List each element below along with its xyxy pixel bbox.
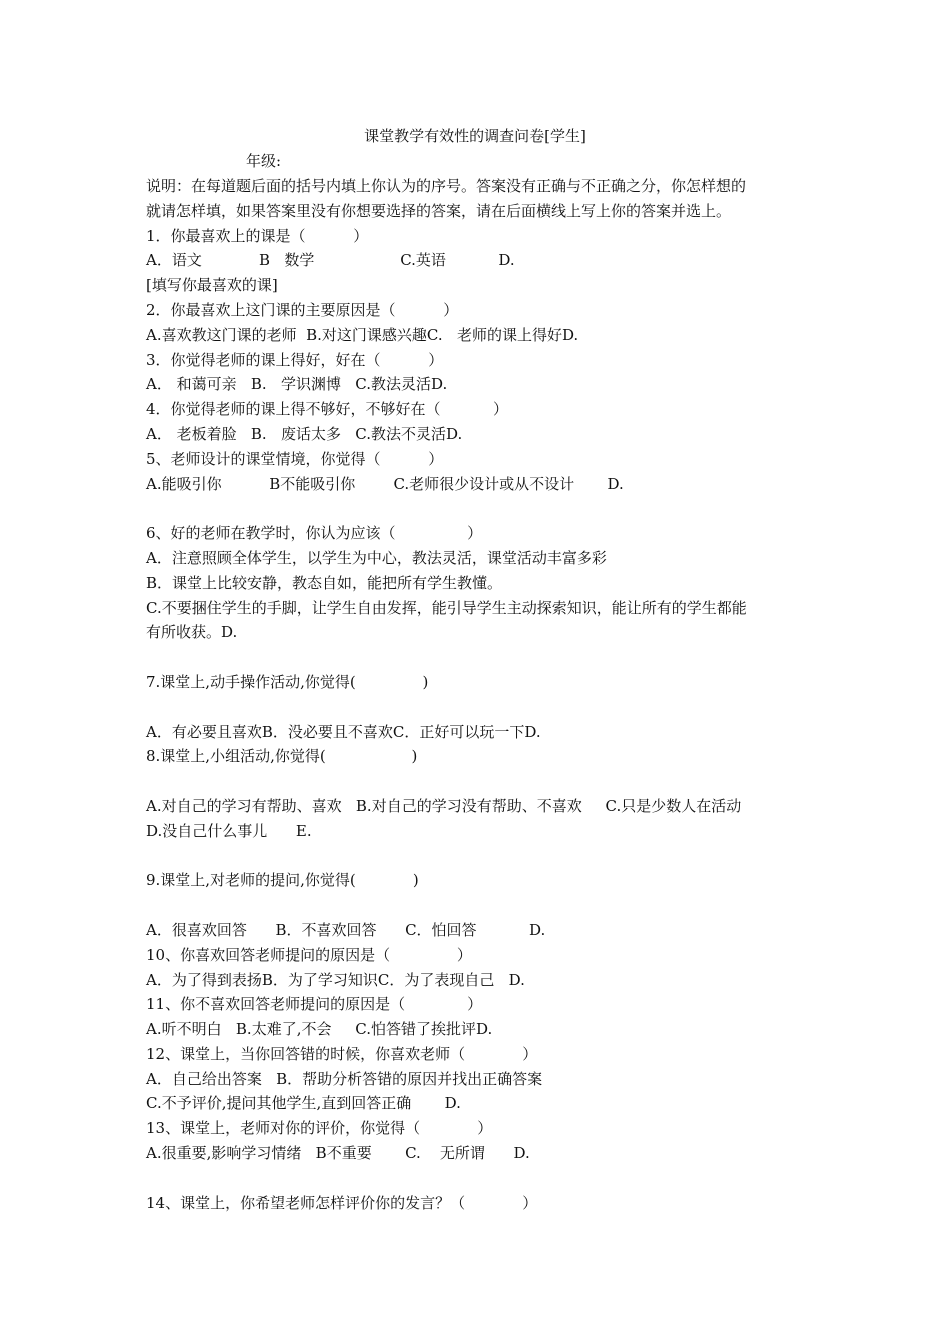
text-line: C.不要捆住学生的手脚，让学生自由发挥，能引导学生主动探索知识，能让所有的学生都能 [146, 598, 747, 617]
text-line: 1．你最喜欢上的课是（ ） [146, 226, 369, 245]
text-line: B．课堂上比较安静，教态自如，能把所有学生教懂。 [146, 573, 503, 592]
page-title: 课堂教学有效性的调查问卷[学生] [364, 127, 586, 145]
text-line: A．注意照顾全体学生，以学生为中心，教法灵活，课堂活动丰富多彩 [146, 548, 607, 567]
text-line: A.喜欢教这门课的老师 B.对这门课感兴趣C. 老师的课上得好D. [146, 325, 579, 344]
text-line: A.对自己的学习有帮助、喜欢 B.对自己的学习没有帮助、不喜欢 C.只是少数人在活动 [146, 796, 742, 815]
text-line: A.能吸引你 B不能吸引你 C.老师很少设计或从不设计 D. [146, 474, 624, 493]
blank-line [146, 844, 816, 869]
text-line: C.不予评价,提问其他学生,直到回答正确 D. [146, 1094, 461, 1113]
text-line: A． 和蔼可亲 B. 学识渊博 C.教法灵活D. [146, 375, 448, 394]
text-line: 11、你不喜欢回答老师提问的原因是（ ） [146, 995, 483, 1014]
text-line: A.很重要,影响学习情绪 B不重要 C. 无所谓 D. [146, 1144, 530, 1163]
text-line: A． 老板着脸 B. 废话太多 C.教法不灵活D. [146, 424, 463, 443]
text-line: 10、你喜欢回答老师提问的原因是（ ） [146, 945, 472, 964]
text-line: A．语文 B 数学 C.英语 D. [146, 251, 515, 270]
text-line: 9.课堂上,对老师的提问,你觉得( ) [146, 871, 419, 890]
text-line: 13、课堂上，老师对你的评价，你觉得（ ） [146, 1119, 493, 1138]
blank-line [146, 1166, 816, 1191]
blank-line [146, 769, 816, 794]
text-line: A．自己给出答案 B．帮助分析答错的原因并找出正确答案 [146, 1069, 543, 1088]
text-line: A．有必要且喜欢B．没必要且不喜欢C．正好可以玩一下D. [146, 722, 541, 741]
text-line: 12、课堂上，当你回答错的时候，你喜欢老师（ ） [146, 1044, 538, 1063]
text-line: 有所收获。D. [146, 623, 238, 642]
questionnaire-body [146, 174, 816, 1215]
text-line: 说明：在每道题后面的括号内填上你认为的序号。答案没有正确与不正确之分，你怎样想的 [146, 177, 747, 195]
text-line: A．很喜欢回答 B．不喜欢回答 C．怕回答 D. [146, 920, 546, 939]
text-line: [填写你最喜欢的课] [146, 276, 278, 295]
blank-line [146, 645, 816, 670]
text-line: 14、课堂上，你希望老师怎样评价你的发言？（ ） [146, 1193, 538, 1212]
text-line: A.听不明白 B.太难了,不会 C.怕答错了挨批评D. [146, 1020, 493, 1039]
text-line: 8.课堂上,小组活动,你觉得( ) [146, 747, 418, 766]
text-line: 就请怎样填，如果答案里没有你想要选择的答案，请在后面横线上写上你的答案并选上。 [146, 201, 732, 220]
grade-label: 年级: [246, 152, 282, 170]
blank-line [146, 695, 816, 720]
blank-line [146, 496, 816, 521]
text-line: 7.课堂上,动手操作活动,你觉得( ) [146, 672, 429, 691]
text-line: 2．你最喜欢上这门课的主要原因是（ ） [146, 300, 459, 319]
text-line: D.没自己什么事儿 E. [146, 821, 312, 840]
blank-line [146, 893, 816, 918]
text-line: A．为了得到表扬B．为了学习知识C．为了表现自己 D. [146, 970, 525, 989]
text-line: 4．你觉得老师的课上得不够好，不够好在（ ） [146, 400, 508, 419]
text-line: 5、老师设计的课堂情境，你觉得（ ） [146, 449, 444, 468]
text-line: 3．你觉得老师的课上得好，好在（ ） [146, 350, 444, 369]
text-line: 6、好的老师在教学时，你认为应该（ ） [146, 524, 483, 543]
